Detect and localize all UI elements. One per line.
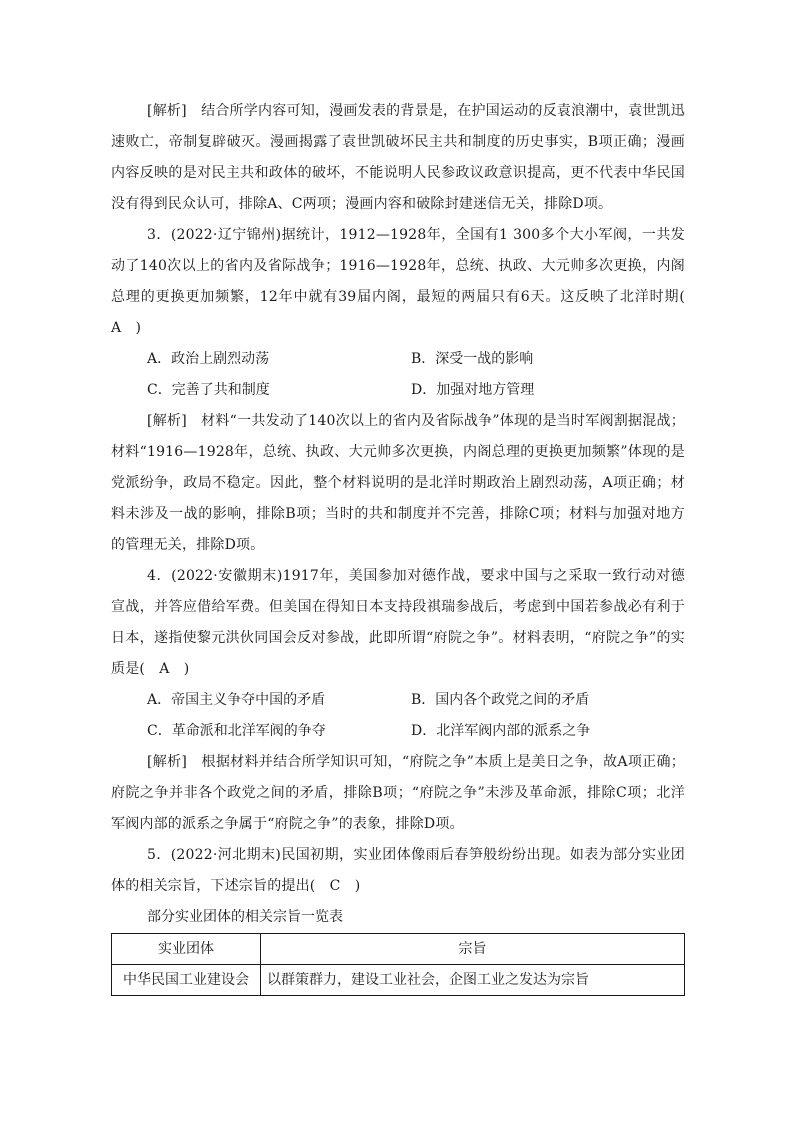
question-5-stem: 5．(2022·河北期末)民国初期，实业团体像雨后春笋般纷纷出现。如表为部分实业团体的相关宗旨，下述宗旨的提出( C ) bbox=[111, 847, 685, 894]
table-header-organization: 实业团体 bbox=[112, 934, 261, 965]
question-4-stem: 4．(2022·安徽期末)1917年，美国参加对德作战，要求中国与之采取一致行动对德宣战，并答应借给军费。但美国在得知日本支持段祺瑞参战后，考虑到中国若参战必有利于日本，遂指使黎元洪伙同国会反对参战，此即所谓“府院之争”。材料表明，“府院之争”的实质是( A ) bbox=[111, 568, 685, 677]
question-4-option-a: A．帝国主义争夺中国的矛盾 bbox=[147, 692, 326, 708]
question-3-options-row2 bbox=[111, 375, 685, 406]
analysis-paragraph-q2: [解析] 结合所学内容可知，漫画发表的背景是，在护国运动的反袁浪潮中，袁世凯迅速败亡，帝制复辟破灭。漫画揭露了袁世凯破坏民主共和制度的历史事实，B项正确；漫画内容反映的是对民主共和政体的破坏，不能说明人民参政议政意识提高，更不代表中华民国没有得到民众认可，排除A、C两项；漫画内容和破除封建迷信无关，排除D项。 bbox=[111, 103, 685, 212]
question-4-option-c: C．革命派和北洋军阀的争夺 bbox=[147, 723, 326, 739]
organizations-table bbox=[111, 933, 685, 996]
question-4-options-row1 bbox=[111, 685, 685, 716]
question-3-option-a: A．政治上剧烈动荡 bbox=[147, 351, 270, 367]
question-3-option-b: B．深受一战的影响 bbox=[411, 351, 534, 367]
question-3-option-d: D．加强对地方管理 bbox=[411, 382, 535, 398]
page-content bbox=[111, 96, 700, 996]
table-header-row bbox=[112, 934, 685, 965]
question-4-options-row2 bbox=[111, 716, 685, 747]
table-row bbox=[112, 965, 685, 996]
question-3-option-c: C．完善了共和制度 bbox=[147, 382, 270, 398]
question-4-option-b: B．国内各个政党之间的矛盾 bbox=[411, 692, 590, 708]
table-cell-organization: 中华民国工业建设会 bbox=[112, 965, 261, 996]
question-3-analysis: [解析] 材料“一共发动了140次以上的省内及省际战争”体现的是当时军阀割据混战；材料“1916—1928年，总统、执政、大元帅多次更换，内阁总理的更换更加频繁”体现的是党派纷争，政局不稳定。因此，整个材料说明的是北洋时期政治上剧烈动荡，A项正确；材料未涉及一战的影响，排除B项；当时的共和制度并不完善，排除C项；材料与加强对地方的管理无关，排除D项。 bbox=[111, 413, 685, 553]
question-3-options-row1 bbox=[111, 344, 685, 375]
table-header-purpose: 宗旨 bbox=[261, 934, 685, 965]
table-title: 部分实业团体的相关宗旨一览表 bbox=[147, 909, 343, 925]
question-4-option-d: D．北洋军阀内部的派系之争 bbox=[411, 723, 591, 739]
question-4-analysis: [解析] 根据材料并结合所学知识可知，“府院之争”本质上是美日之争，故A项正确；府院之争并非各个政党之间的矛盾，排除B项；“府院之争”未涉及革命派，排除C项；北洋军阀内部的派系之争属于“府院之争”的表象，排除D项。 bbox=[111, 754, 685, 832]
question-3-stem: 3．(2022·辽宁锦州)据统计，1912—1928年，全国有1 300多个大小军阀，一共发动了140次以上的省内及省际战争；1916—1928年，总统、执政、大元帅多次更换，内阁总理的更换更加频繁，12年中就有39届内阁，最短的两届只有6天。这反映了北洋时期( A ) bbox=[111, 227, 700, 336]
table-cell-purpose: 以群策群力，建设工业社会，企图工业之发达为宗旨 bbox=[261, 965, 685, 996]
